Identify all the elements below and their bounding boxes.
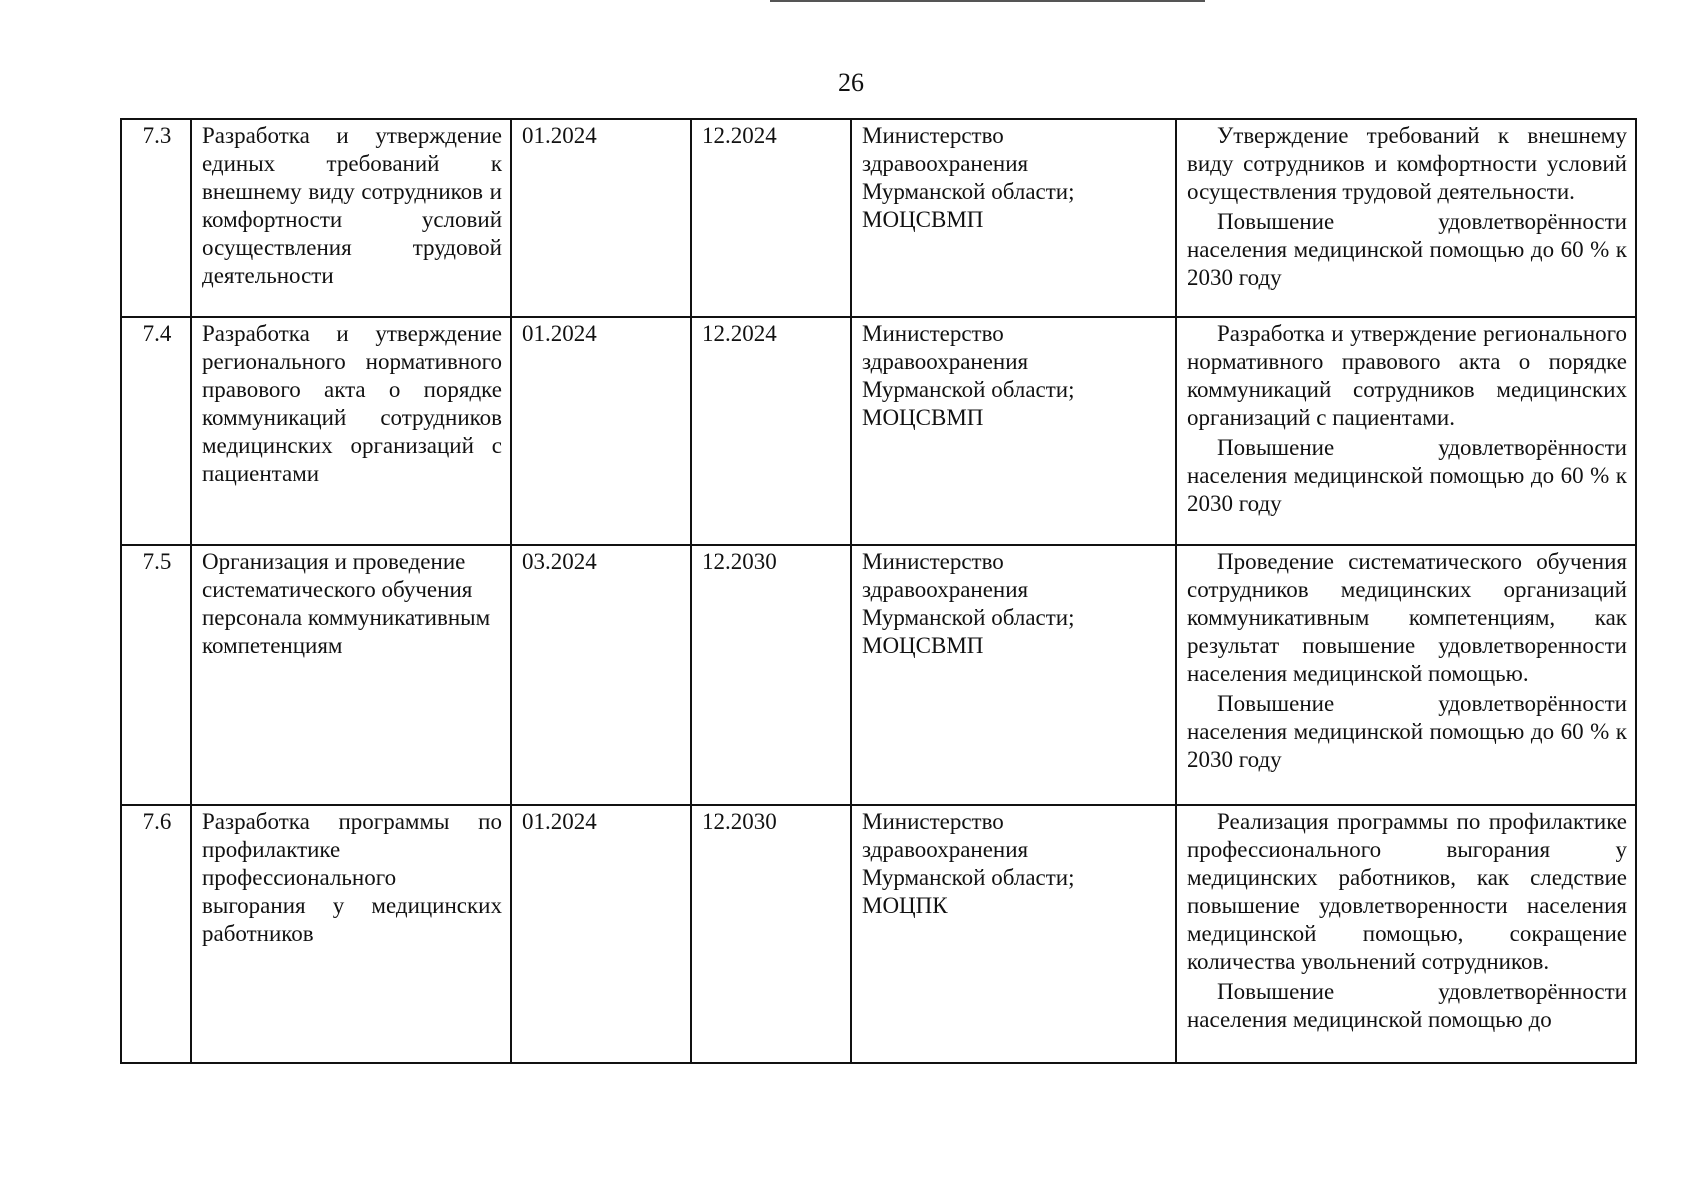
- result-cell: [1176, 119, 1636, 317]
- executor-cell: [851, 317, 1176, 545]
- result-paragraph: Реализация программы по профилактике профессионального выгорания у медицинских работников, как следствие повышение удовлетворенности населения медицинской помощью, сокращение количества увольнений сотрудников.: [1187, 809, 1627, 974]
- task-cell: Организация и проведение систематического обучения персонала коммуникативным компетенциям: [191, 545, 511, 805]
- executor-line: Мурманской области;: [862, 179, 1075, 204]
- start-date: 03.2024: [511, 545, 691, 805]
- executor-line: здравоохранения: [862, 837, 1029, 862]
- start-date: 01.2024: [511, 805, 691, 1063]
- executor-line: Министерство: [862, 123, 1004, 148]
- start-date: 01.2024: [511, 317, 691, 545]
- task-cell: Разработка и утверждение единых требований к внешнему виду сотрудников и комфортности условий осуществления трудовой деятельности: [191, 119, 511, 317]
- executor-cell: [851, 119, 1176, 317]
- table-row: [121, 545, 1636, 805]
- table-row: [121, 119, 1636, 317]
- executor-line: МОЦПК: [862, 893, 948, 918]
- executor-line: Мурманской области;: [862, 865, 1075, 890]
- executor-line: МОЦСВМП: [862, 207, 984, 232]
- page-number: 26: [838, 68, 864, 97]
- executor-line: Мурманской области;: [862, 377, 1075, 402]
- top-rule: [770, 0, 1205, 2]
- table-row: [121, 805, 1636, 1063]
- row-number: 7.3: [121, 119, 191, 317]
- executor-line: Мурманской области;: [862, 605, 1075, 630]
- executor-line: Министерство: [862, 809, 1004, 834]
- end-date: 12.2030: [691, 545, 851, 805]
- result-paragraph: Разработка и утверждение регионального нормативного правового акта о порядке коммуникаций сотрудников медицинских организаций с пациентами.: [1187, 321, 1627, 430]
- executor-line: МОЦСВМП: [862, 633, 984, 658]
- measures-table: [120, 118, 1637, 1064]
- end-date: 12.2024: [691, 119, 851, 317]
- executor-line: Министерство: [862, 549, 1004, 574]
- executor-line: Министерство: [862, 321, 1004, 346]
- result-paragraph: Проведение систематического обучения сотрудников медицинских организаций коммуникативным компетенциям, как результат повышение удовлетворенности населения медицинской помощью.: [1187, 549, 1627, 686]
- result-cell: [1176, 317, 1636, 545]
- executor-cell: [851, 545, 1176, 805]
- result-paragraph: Повышение удовлетворённости населения медицинской помощью до: [1187, 979, 1627, 1032]
- executor-line: МОЦСВМП: [862, 405, 984, 430]
- executor-cell: [851, 805, 1176, 1063]
- result-paragraph: Повышение удовлетворённости населения медицинской помощью до 60 % к 2030 году: [1187, 435, 1627, 516]
- table-row: [121, 317, 1636, 545]
- result-cell: [1176, 805, 1636, 1063]
- end-date: 12.2030: [691, 805, 851, 1063]
- row-number: 7.4: [121, 317, 191, 545]
- task-cell: Разработка программы по профилактике профессионального выгорания у медицинских работников: [191, 805, 511, 1063]
- start-date: 01.2024: [511, 119, 691, 317]
- task-cell: Разработка и утверждение регионального нормативного правового акта о порядке коммуникаций сотрудников медицинских организаций с пациентами: [191, 317, 511, 545]
- row-number: 7.5: [121, 545, 191, 805]
- result-paragraph: Повышение удовлетворённости населения медицинской помощью до 60 % к 2030 году: [1187, 691, 1627, 772]
- result-cell: [1176, 545, 1636, 805]
- result-paragraph: Повышение удовлетворённости населения медицинской помощью до 60 % к 2030 году: [1187, 209, 1627, 290]
- result-paragraph: Утверждение требований к внешнему виду сотрудников и комфортности условий осуществления трудовой деятельности.: [1187, 123, 1627, 204]
- end-date: 12.2024: [691, 317, 851, 545]
- row-number: 7.6: [121, 805, 191, 1063]
- executor-line: здравоохранения: [862, 349, 1029, 374]
- executor-line: здравоохранения: [862, 577, 1029, 602]
- executor-line: здравоохранения: [862, 151, 1029, 176]
